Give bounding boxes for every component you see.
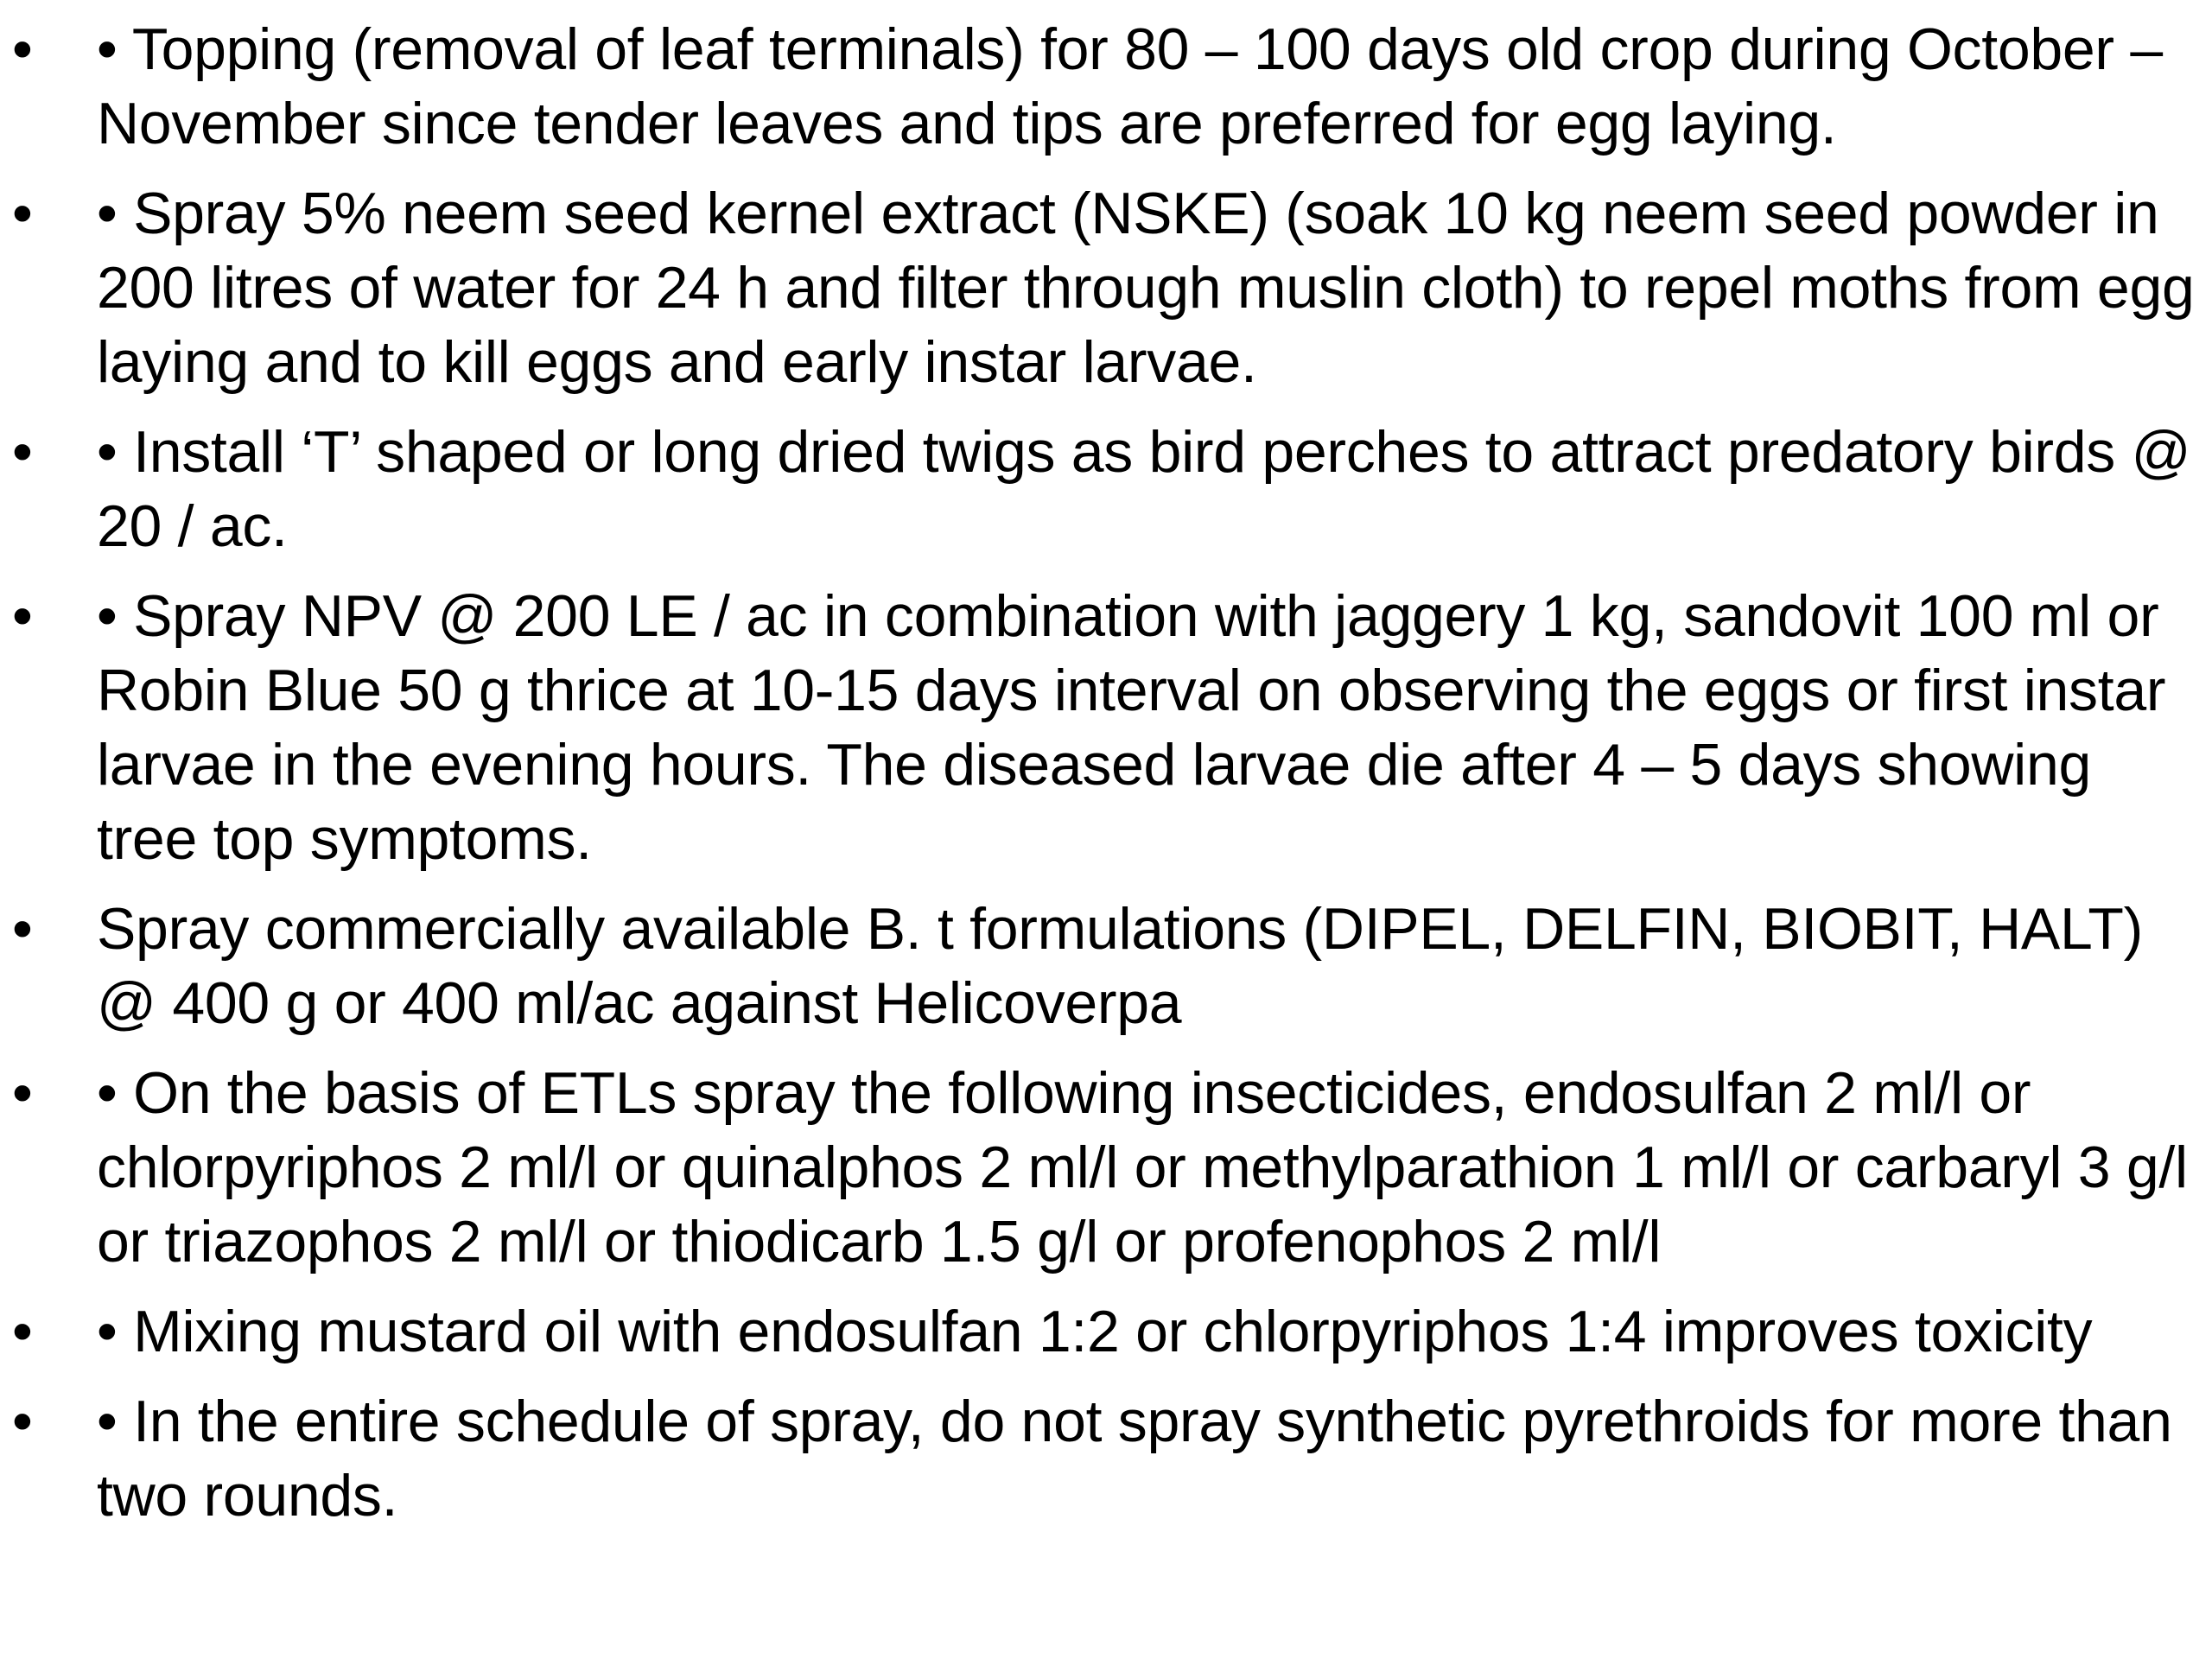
- list-item: [0, 176, 2212, 399]
- bullet-marker: •: [12, 419, 33, 485]
- list-item-text: • Mixing mustard oil with endosulfan 1:2 or chlorpyriphos 1:4 improves toxicity: [97, 1299, 2093, 1364]
- bullet-marker: •: [12, 16, 33, 82]
- list-item: [0, 1384, 2212, 1533]
- list-item-text: • Spray NPV @ 200 LE / ac in combination with jaggery 1 kg, sandovit 100 ml or Robin Blue 50 g thrice at 10-15 days interval on observing the eggs or first instar larvae in the evening hours. The diseased larvae die after 4 – 5 days showing tree top symptoms.: [97, 583, 2166, 872]
- bullet-marker: •: [12, 896, 33, 962]
- list-item: [0, 579, 2212, 876]
- list-item-text: Spray commercially available B. t formulations (DIPEL, DELFIN, BIOBIT, HALT) @ 400 g or 400 ml/ac against Helicoverpa: [97, 896, 2143, 1036]
- list-item: [0, 415, 2212, 563]
- list-item-text: • Topping (removal of leaf terminals) for 80 – 100 days old crop during October – November since tender leaves and tips are preferred for egg laying.: [97, 16, 2163, 156]
- list-item-text: • Install ‘T’ shaped or long dried twigs as bird perches to attract predatory birds @ 20 / ac.: [97, 419, 2191, 559]
- bullet-marker: •: [12, 1389, 33, 1454]
- bullet-marker: •: [12, 583, 33, 649]
- bullet-marker: •: [12, 1060, 33, 1126]
- list-item-text: • Spray 5% neem seed kernel extract (NSKE) (soak 10 kg neem seed powder in 200 litres of water for 24 h and filter through muslin cloth) to repel moths from egg laying and to kill eggs and early instar larvae.: [97, 181, 2195, 395]
- bullet-list: [0, 12, 2212, 1548]
- bullet-marker: •: [12, 181, 33, 246]
- list-item: [0, 12, 2212, 161]
- list-item: [0, 1056, 2212, 1279]
- list-item-text: • On the basis of ETLs spray the following insecticides, endosulfan 2 ml/l or chlorpyriphos 2 ml/l or quinalphos 2 ml/l or methylparathion 1 ml/l or carbaryl 3 g/l or triazophos 2 ml/l or thiodicarb 1.5 g/l or profenophos 2 ml/l: [97, 1060, 2188, 1274]
- list-item: [0, 892, 2212, 1040]
- list-item-text: • In the entire schedule of spray, do not spray synthetic pyrethroids for more than two rounds.: [97, 1389, 2172, 1529]
- bullet-marker: •: [12, 1299, 33, 1364]
- list-item: [0, 1294, 2212, 1369]
